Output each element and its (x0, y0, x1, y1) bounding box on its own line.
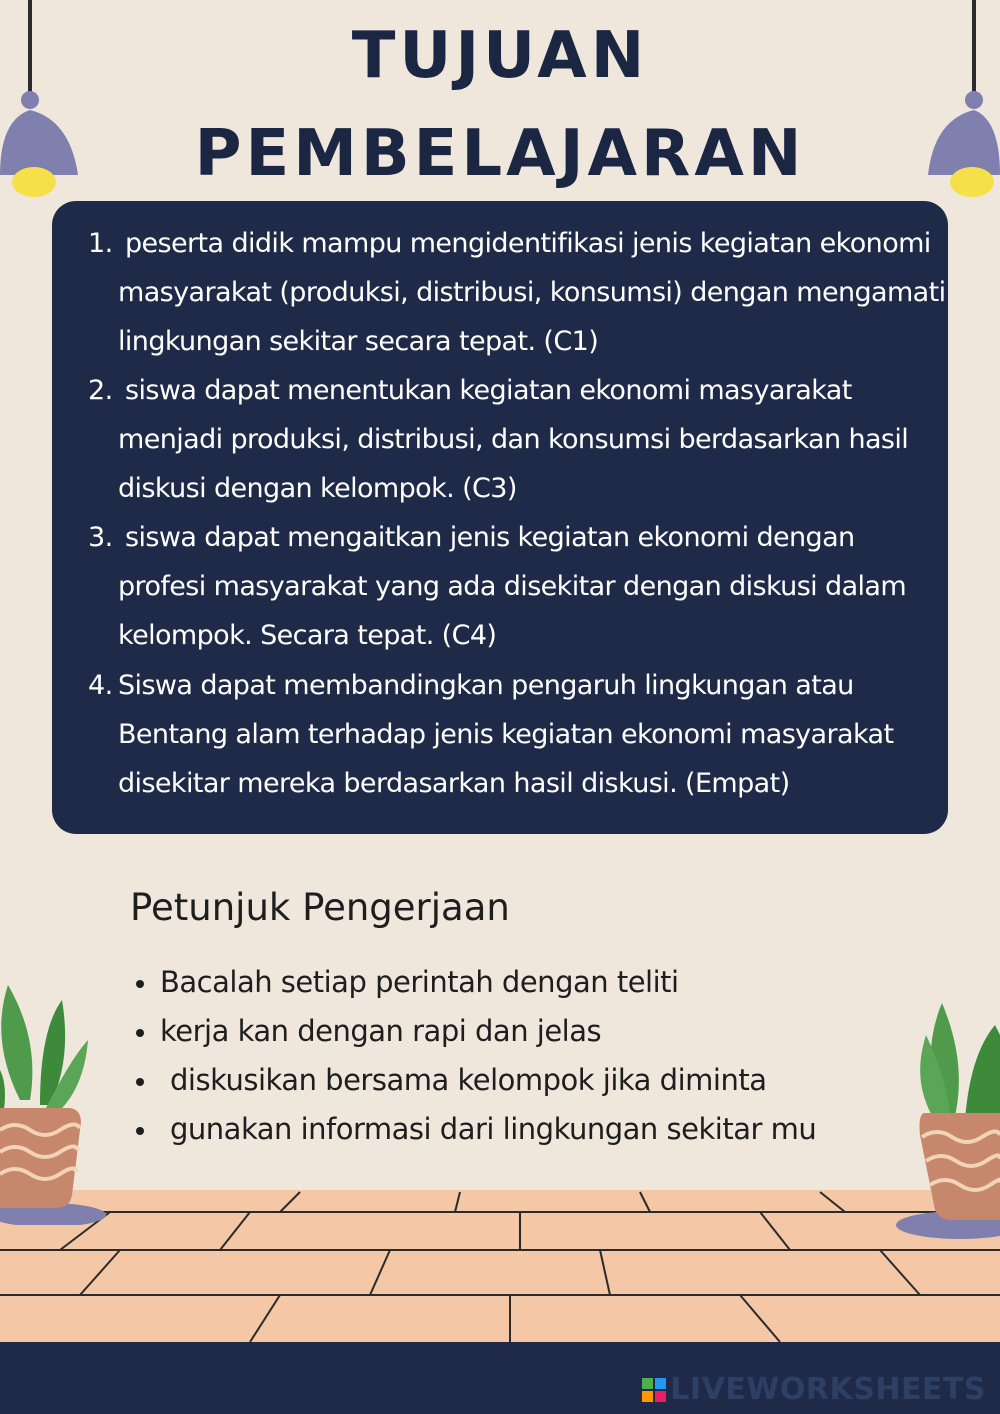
goal-number: 1. (88, 228, 113, 259)
bullet-icon (136, 1078, 144, 1086)
goal-line: peserta didik mampu mengidentifikasi jenis kegiatan ekonomi (125, 228, 931, 259)
bullet-icon (136, 1127, 144, 1135)
goal-line: kelompok. Secara tepat. (C4) (118, 620, 497, 651)
goal-item-2 (88, 366, 948, 513)
goal-line: masyarakat (produksi, distribusi, konsumsi) dengan mengamati (118, 277, 946, 308)
bullet-icon (136, 980, 144, 988)
brand-text: LIVEWORKSHEETS (670, 1372, 986, 1407)
goal-item-3 (88, 513, 948, 660)
instructions-title: Petunjuk Pengerjaan (130, 886, 510, 929)
instruction-item: kerja kan dengan rapi dan jelas (130, 1007, 816, 1056)
tiled-floor (0, 1190, 1000, 1342)
goal-line: lingkungan sekitar secara tepat. (C1) (118, 326, 599, 357)
goal-line: Bentang alam terhadap jenis kegiatan ekonomi masyarakat (118, 719, 894, 750)
page-title-line-1: TUJUAN (351, 19, 649, 93)
plant-icon-right (890, 995, 1000, 1245)
instruction-item: gunakan informasi dari lingkungan sekitar mu (130, 1105, 816, 1154)
logo-icon (642, 1378, 666, 1402)
page-title-line-2: PEMBELAJARAN (194, 117, 806, 191)
goal-item-1 (88, 219, 948, 366)
goal-number: 4. (88, 670, 113, 701)
instruction-item: diskusikan bersama kelompok jika diminta (130, 1056, 816, 1105)
goal-line: disekitar mereka berdasarkan hasil diskusi. (Empat) (118, 768, 790, 799)
instruction-item: Bacalah setiap perintah dengan teliti (130, 958, 816, 1007)
liveworksheets-brand (642, 1372, 986, 1407)
goal-item-4 (88, 661, 948, 808)
goal-line: profesi masyarakat yang ada disekitar dengan diskusi dalam (118, 571, 907, 602)
goal-line: siswa dapat menentukan kegiatan ekonomi masyarakat (125, 375, 852, 406)
goal-line: Siswa dapat membandingkan pengaruh lingkungan atau (118, 670, 854, 701)
plant-icon-left (0, 980, 110, 1225)
goal-number: 3. (88, 522, 113, 553)
goal-line: menjadi produksi, distribusi, dan konsumsi berdasarkan hasil (118, 424, 909, 455)
goal-line: siswa dapat mengaitkan jenis kegiatan ekonomi dengan (125, 522, 855, 553)
goal-line: diskusi dengan kelompok. (C3) (118, 473, 517, 504)
bullet-icon (136, 1029, 144, 1037)
goal-number: 2. (88, 375, 113, 406)
instructions-list (130, 958, 816, 1154)
